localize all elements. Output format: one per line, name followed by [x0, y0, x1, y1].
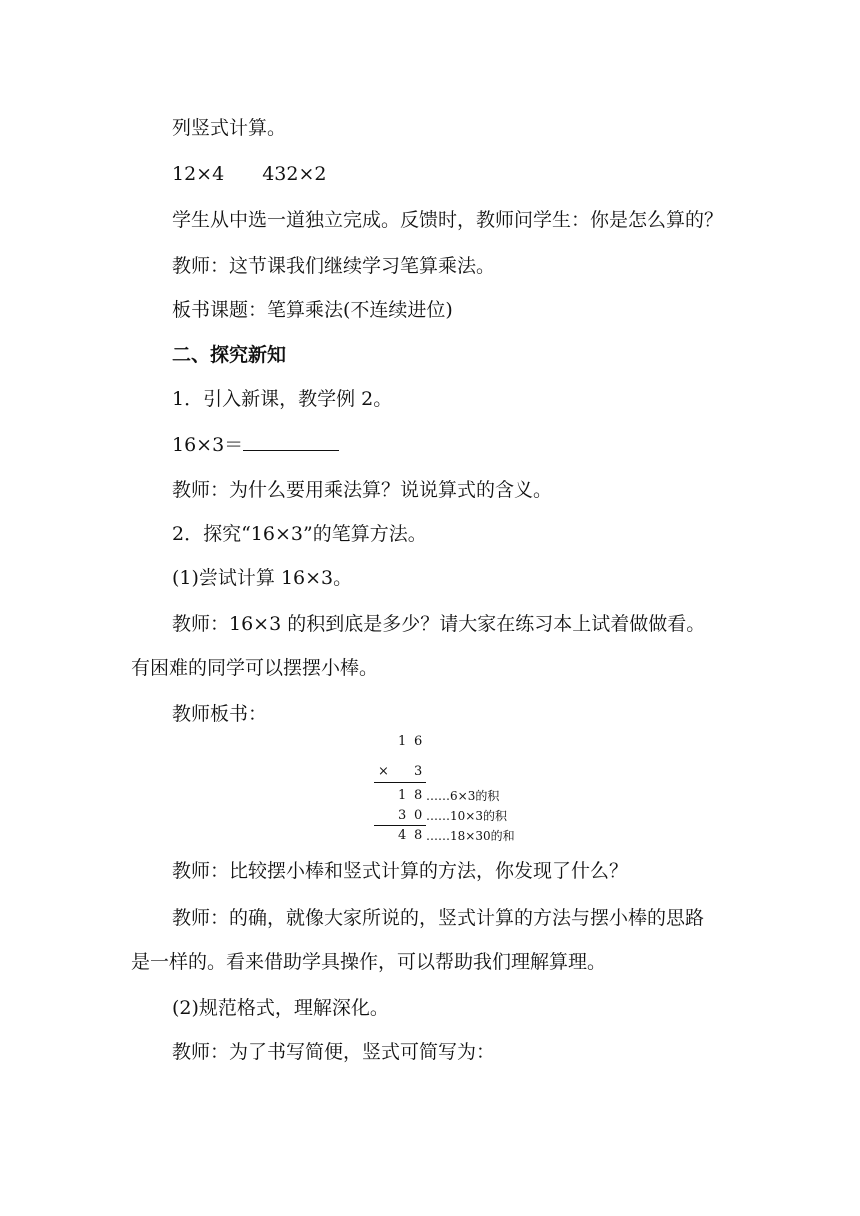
paragraph-board-title: 板书课题：笔算乘法(不连续进位)	[172, 299, 453, 321]
paragraph-continued: 有困难的同学可以摆摆小棒。	[131, 657, 379, 679]
answer-blank	[243, 432, 339, 451]
paragraph-feedback: 学生从中选一道独立完成。反馈时，教师问学生：你是怎么算的？	[172, 209, 724, 231]
calc-r1-ones: 8	[414, 788, 423, 803]
paragraph-confirm: 教师：的确，就像大家所说的，竖式计算的方法与摆小棒的思路	[172, 907, 705, 929]
vertical-multiplication	[368, 734, 548, 846]
calc-r1-note: ……6×3的积	[426, 789, 500, 803]
calc-top-tens: 1	[398, 734, 407, 749]
calc-r3-note: ……18×30的和	[426, 829, 515, 843]
paragraph-teacher-question: 教师：为什么要用乘法算？说说算式的含义。	[172, 479, 553, 501]
paragraph-teacher-intro: 教师：这节课我们继续学习笔算乘法。	[172, 255, 496, 277]
paragraph-instruction: 列竖式计算。	[172, 117, 287, 139]
exercise-2: 432×2	[262, 163, 327, 185]
exercise-1: 12×4	[172, 163, 225, 185]
calc-r1-tens: 1	[398, 788, 407, 803]
paragraph-step-1: 1．引入新课，教学例 2。	[172, 388, 393, 410]
paragraph-teacher-product: 教师：16×3 的积到底是多少？请大家在练习本上试着做做看。	[172, 613, 706, 635]
calc-r2-tens: 3	[398, 808, 407, 823]
equation-text: 16×3＝	[172, 434, 244, 456]
calc-r3-ones: 8	[414, 828, 423, 843]
paragraph-step-2: 2．探究“16×3”的笔算方法。	[172, 523, 427, 545]
calc-r2-ones: 0	[414, 808, 423, 823]
equation-blank	[172, 432, 339, 457]
calc-top-ones: 6	[414, 734, 423, 749]
paragraph-format: (2)规范格式，理解深化。	[172, 997, 389, 1019]
calc-rule-1	[374, 782, 426, 783]
calc-r2-note: ……10×3的积	[426, 809, 507, 823]
calc-r3-tens: 4	[398, 828, 407, 843]
calc-times-sign: ×	[378, 764, 389, 779]
paragraph-compare: 教师：比较摆小棒和竖式计算的方法，你发现了什么？	[172, 860, 629, 882]
paragraph-simplify: 教师：为了书写简便，竖式可简写为：	[172, 1041, 496, 1063]
paragraph-board: 教师板书：	[172, 703, 268, 725]
calc-multiplier: 3	[414, 764, 423, 779]
exercise-row	[172, 162, 326, 186]
paragraph-try: (1)尝试计算 16×3。	[172, 567, 353, 589]
section-heading: 二、探究新知	[172, 344, 287, 366]
paragraph-confirm-cont: 是一样的。看来借助学具操作，可以帮助我们理解算理。	[131, 951, 607, 973]
calc-rule-2	[374, 825, 426, 826]
